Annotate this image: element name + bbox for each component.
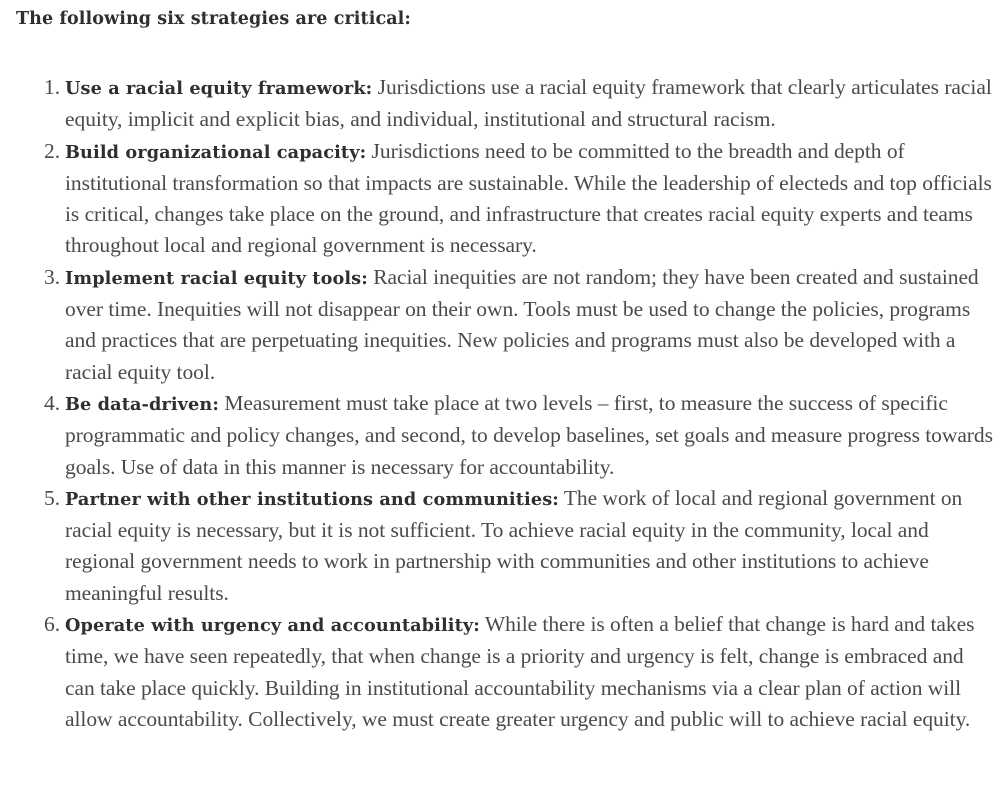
strategy-number: 2. bbox=[44, 138, 61, 163]
strategy-number: 4. bbox=[44, 390, 61, 415]
strategy-title: Partner with other institutions and communities: bbox=[65, 488, 559, 510]
strategy-item-framework bbox=[44, 72, 993, 136]
strategy-item-data bbox=[44, 388, 993, 483]
strategy-title: Build organizational capacity: bbox=[65, 141, 367, 163]
strategy-number: 1. bbox=[44, 75, 61, 99]
strategy-title: Implement racial equity tools: bbox=[65, 267, 368, 289]
section-heading: The following six strategies are critical: bbox=[16, 9, 411, 29]
strategy-description: Jurisdictions need to be committed to the breadth and depth of institutional transformation so that impacts are sustainable. While the leadership of electeds and top officials is critical, changes take place on the ground, and infrastructure that creates racial equity experts and teams throughout local and regional government is necessary. bbox=[65, 138, 992, 258]
strategy-description: Jurisdictions use a racial equity framework that clearly articulates racial equity, implicit and explicit bias, and individual, institutional and structural racism. bbox=[65, 75, 992, 132]
strategy-description: The work of local and regional government on racial equity is necessary, but it is not sufficient. To achieve racial equity in the community, local and regional government needs to work in partnership with communities and other institutions to achieve meaningful results. bbox=[65, 485, 963, 605]
strategy-description: While there is often a belief that change is hard and takes time, we have seen repeatedly, that when change is a priority and urgency is felt, change is embraced and can take place quickly. Building in institutional accountability mechanisms via a clear plan of action will allow accountability. Collectively, we must create greater urgency and public will to achieve racial equity. bbox=[65, 612, 975, 731]
strategy-number: 6. bbox=[44, 612, 61, 637]
strategy-title: Operate with urgency and accountability: bbox=[65, 615, 480, 637]
strategy-title: Use a racial equity framework: bbox=[65, 78, 373, 99]
strategy-item-partner bbox=[44, 483, 993, 609]
strategy-list bbox=[44, 72, 993, 735]
strategy-item-capacity bbox=[44, 136, 993, 262]
strategy-number: 3. bbox=[44, 264, 61, 289]
strategy-item-tools bbox=[44, 262, 993, 388]
strategy-title: Be data-driven: bbox=[65, 393, 219, 415]
strategy-number: 5. bbox=[44, 485, 61, 510]
strategy-description: Racial inequities are not random; they have been created and sustained over time. Inequities will not disappear on their own. Tools must be used to change the policies, programs and practices that are perpetuating inequities. New policies and programs must also be developed with a racial equity tool. bbox=[65, 264, 979, 384]
strategy-item-urgency bbox=[44, 609, 993, 735]
strategy-description: Measurement must take place at two levels – first, to measure the success of specific programmatic and policy changes, and second, to develop baselines, set goals and measure progress towards goals. Use of data in this manner is necessary for accountability. bbox=[65, 390, 993, 479]
